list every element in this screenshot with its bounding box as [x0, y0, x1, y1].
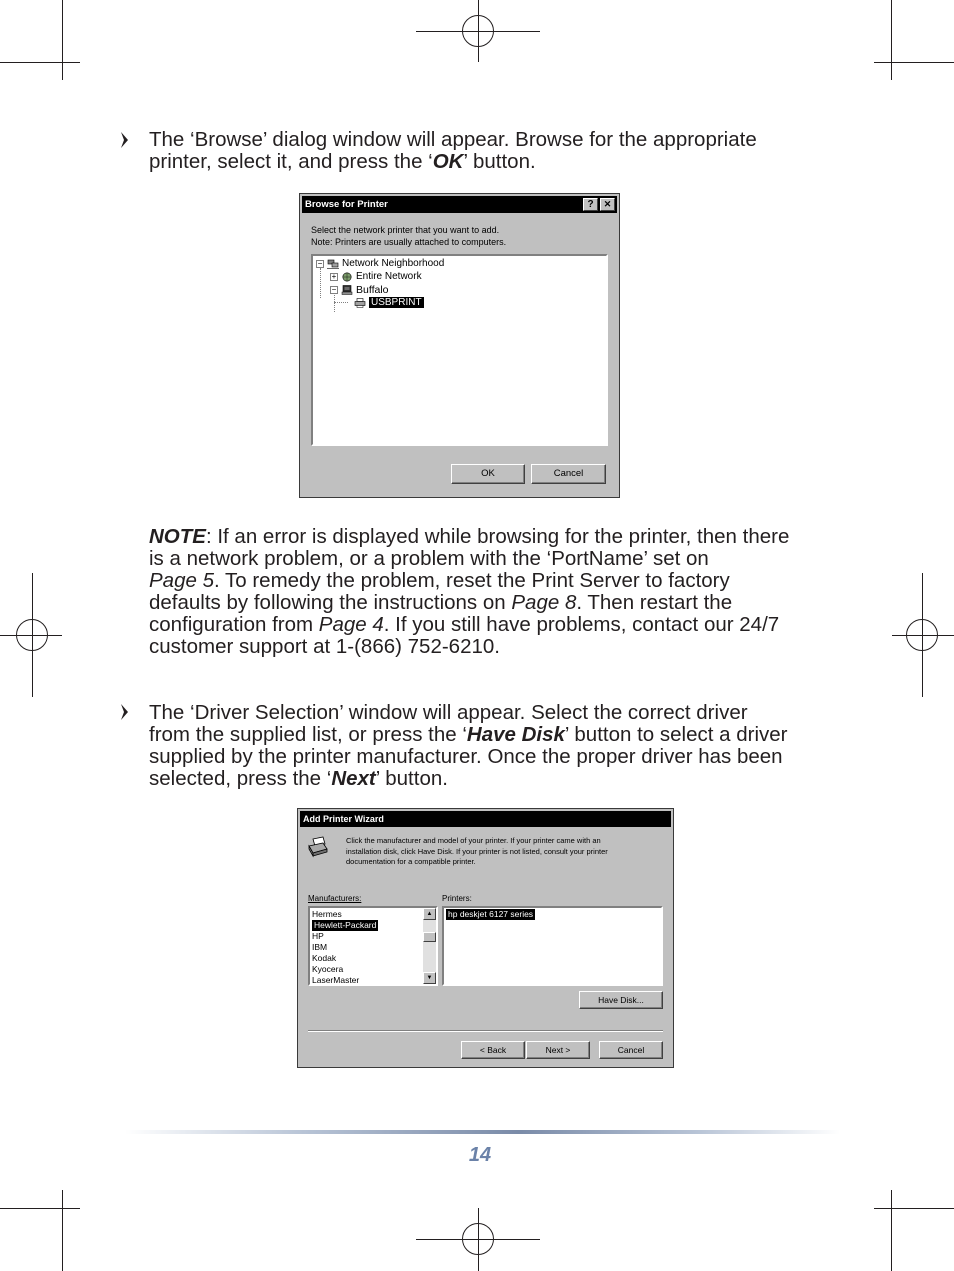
network-neighborhood-icon: [327, 259, 339, 269]
step2-line2: from the supplied list, or press the ‘: [149, 723, 467, 746]
have-disk-button[interactable]: Have Disk...: [579, 991, 663, 1009]
note-line3: . To remedy the problem, reset the Print Server to factory: [213, 569, 730, 592]
expand-icon[interactable]: +: [331, 271, 337, 281]
step1-paragraph: [149, 129, 757, 173]
scroll-down-arrow-icon[interactable]: ▼: [423, 972, 436, 984]
scroll-thumb[interactable]: [423, 932, 436, 942]
collapse-icon[interactable]: −: [331, 285, 337, 294]
add-printer-wizard-dialog: [297, 808, 674, 1068]
tree-item-network-neighborhood[interactable]: [316, 258, 444, 269]
dialog-title-bar: [302, 196, 617, 213]
note-label: NOTE: [149, 525, 206, 548]
list-item[interactable]: Kyocera: [312, 964, 344, 974]
cancel-button[interactable]: Cancel: [531, 464, 606, 484]
step2-line4-end: ’ button.: [375, 767, 448, 790]
list-item-selected[interactable]: hp deskjet 6127 series: [448, 909, 534, 919]
help-button[interactable]: ?: [583, 198, 598, 211]
list-item[interactable]: Kodak: [312, 953, 337, 963]
wizard-title: Add Printer Wizard: [303, 814, 384, 824]
printer-icon: [354, 298, 366, 308]
page-number: 14: [468, 1144, 492, 1166]
instruction-text-1: Select the network printer that you want to add.: [311, 225, 500, 235]
wizard-description-1: Click the manufacturer and model of your printer. If your printer came with an: [346, 836, 601, 845]
separator: [308, 1030, 663, 1032]
note-line5: configuration from: [149, 613, 319, 636]
bullet-icon: [121, 132, 128, 148]
footer-rule: [125, 1130, 840, 1134]
tree-item-buffalo[interactable]: [330, 284, 389, 296]
computer-icon: [341, 285, 353, 295]
dialog-title: Browse for Printer: [305, 199, 388, 210]
page-reference-8: Page 8: [511, 591, 577, 614]
bullet-icon: [121, 704, 128, 720]
note-paragraph: [149, 526, 789, 658]
note-line4-end: . Then restart the: [576, 591, 733, 614]
printers-label: Printers:: [442, 894, 472, 903]
page-reference-5: Page 5: [149, 569, 214, 592]
ok-button[interactable]: OK: [451, 464, 525, 484]
step2-line3: supplied by the printer manufacturer. Once the proper driver has been: [149, 745, 783, 768]
wizard-title-bar: [300, 811, 671, 827]
have-disk-reference: Have Disk: [466, 723, 565, 746]
step2-line2-end: ’ button to select a driver: [564, 723, 788, 746]
note-line2: is a network problem, or a problem with the ‘PortName’ set on: [149, 547, 709, 570]
list-item-selected[interactable]: Hewlett-Packard: [314, 920, 377, 930]
list-item[interactable]: HP: [312, 931, 324, 941]
wizard-description-2: installation disk, click Have Disk. If your printer is not listed, consult your printer: [346, 847, 608, 856]
note-line1: : If an error is displayed while browsing for the printer, then there: [205, 525, 790, 548]
step2-line4: selected, press the ‘: [149, 767, 332, 790]
collapse-icon[interactable]: −: [317, 258, 323, 268]
printer-tree-view[interactable]: [311, 254, 608, 446]
close-button[interactable]: ✕: [600, 198, 615, 211]
tree-label: Buffalo: [356, 284, 389, 296]
manufacturers-label: Manufacturers:: [308, 894, 362, 903]
ok-reference: OK: [432, 150, 464, 173]
tree-item-usbprint[interactable]: [354, 297, 424, 308]
step2-paragraph: [149, 702, 787, 790]
note-line5-end: . If you still have problems, contact our 24/7: [383, 613, 780, 636]
instruction-text-2: Note: Printers are usually attached to computers.: [311, 237, 507, 247]
step1-line2-end: ’ button.: [463, 150, 536, 173]
browse-for-printer-dialog: [299, 193, 620, 498]
scrollbar[interactable]: [423, 908, 436, 984]
printer-icon: [307, 836, 329, 858]
step1-line2: printer, select it, and press the ‘: [149, 150, 433, 173]
back-button[interactable]: < Back: [461, 1041, 525, 1059]
note-line4: defaults by following the instructions on: [149, 591, 512, 614]
globe-icon: [341, 272, 353, 282]
scroll-up-arrow-icon[interactable]: ▲: [423, 908, 436, 920]
cancel-button[interactable]: Cancel: [599, 1041, 663, 1059]
wizard-description-3: documentation for a compatible printer.: [346, 857, 476, 866]
list-item[interactable]: LaserMaster: [312, 975, 360, 985]
list-item[interactable]: IBM: [312, 942, 328, 952]
tree-label: Network Neighborhood: [342, 258, 445, 269]
next-button[interactable]: Next >: [526, 1041, 590, 1059]
manufacturers-list[interactable]: [308, 906, 438, 986]
page-reference-4: Page 4: [318, 613, 384, 636]
next-reference: Next: [331, 767, 376, 790]
note-line6: customer support at 1-(866) 752-6210.: [149, 635, 500, 658]
step2-line1: The ‘Driver Selection’ window will appear. Select the correct driver: [149, 701, 748, 724]
tree-label: Entire Network: [356, 271, 422, 282]
list-item[interactable]: Hermes: [312, 909, 342, 919]
selected-printer: USBPRINT: [371, 297, 422, 308]
tree-item-entire-network[interactable]: [330, 271, 422, 282]
step1-line1: The ‘Browse’ dialog window will appear. Browse for the appropriate: [149, 128, 757, 151]
printers-list[interactable]: [442, 906, 663, 986]
